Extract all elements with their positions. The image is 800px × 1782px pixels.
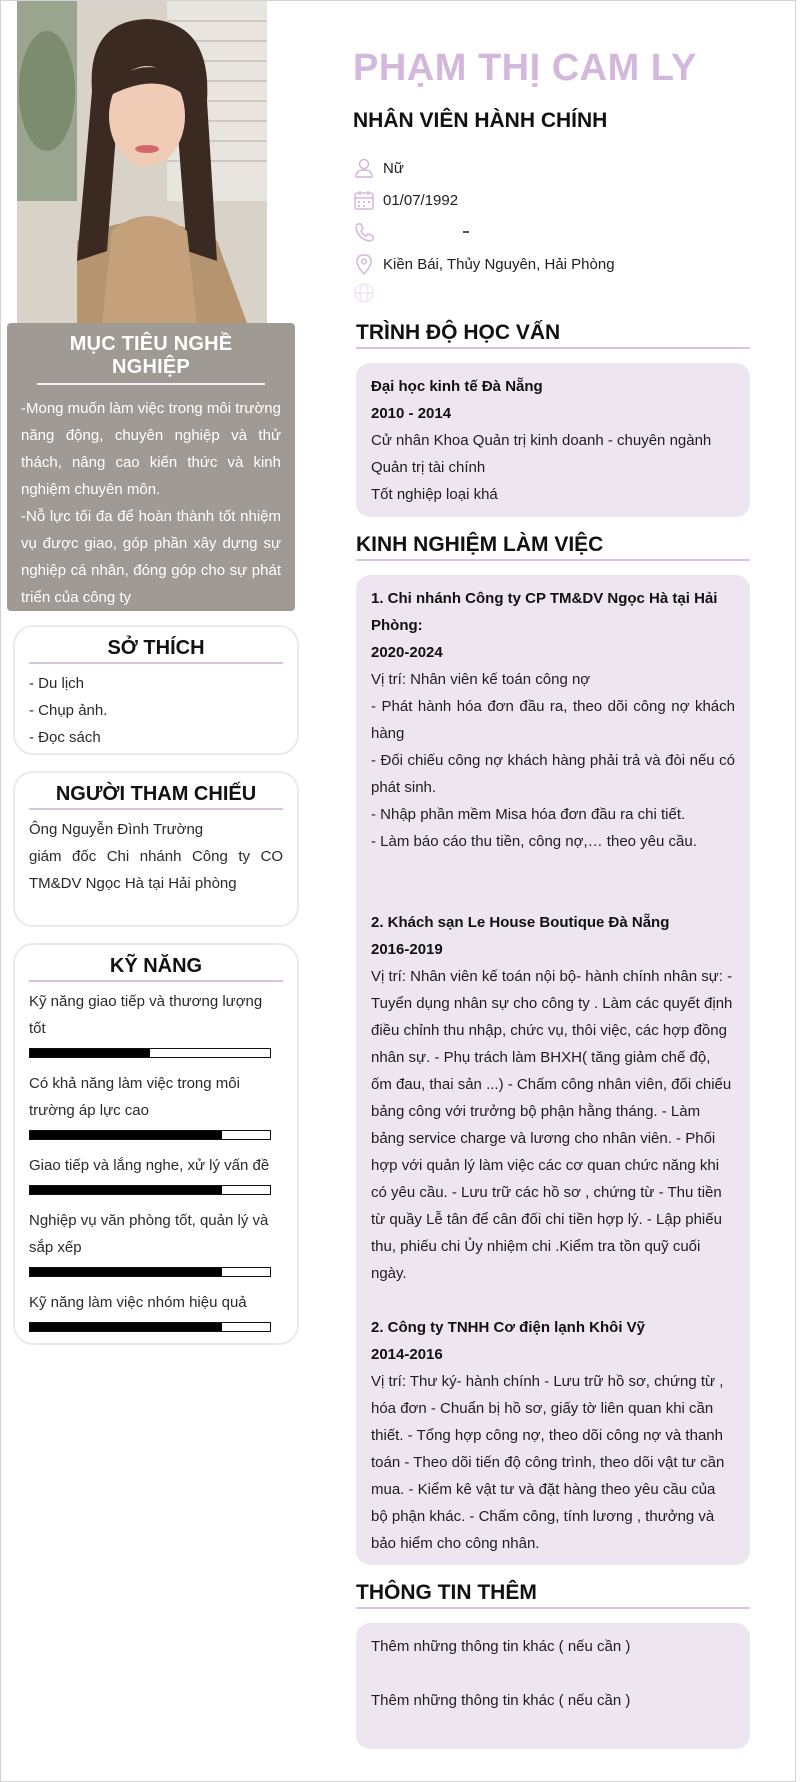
job-line: - Làm báo cáo thu tiền, công nợ,… theo yêu cầu. [371, 833, 697, 850]
reference-name: Ông Nguyễn Đình Trường [29, 821, 204, 838]
education-title: TRÌNH ĐỘ HỌC VẤN [356, 321, 750, 349]
job-description: Vị trí: Thư ký- hành chính - Lưu trữ hồ sơ, chứng từ , hóa đơn - Chuẩn bị hồ sơ, giấy tờ liên quan khi cần thiết. - Tổng hợp công nợ, theo dõi công nợ và thanh toán - Theo dõi tiến độ công trình, theo dõi vật tư cần mua. - Kiểm kê vật tư và đặt hàng theo yêu cầu của bộ phận khác. - Chấm công, tính lương , thưởng và bảo hiểm cho công nhân. [371, 1373, 725, 1552]
candidate-name: PHẠM THỊ CAM LY [353, 47, 697, 89]
education-years: 2010 - 2014 [371, 405, 452, 422]
dob-value: 01/07/1992 [383, 191, 459, 209]
globe-icon [353, 282, 375, 304]
job-years: 2020-2024 [371, 644, 443, 661]
skill-bar-fill [30, 1131, 222, 1139]
location-icon [353, 253, 375, 275]
education-degree: Cử nhân Khoa Quản trị kinh doanh - chuyên ngành Quản trị tài chính [371, 432, 712, 476]
skill-bar-fill [30, 1268, 222, 1276]
skill-label: Nghiệp vụ văn phòng tốt, quản lý và sắp xếp [29, 1212, 269, 1256]
contact-phone [353, 218, 469, 246]
skill-bar-fill [30, 1323, 222, 1331]
contact-gender [353, 154, 404, 182]
skill-bar [29, 1185, 271, 1195]
contact-website [353, 282, 383, 304]
hobby-item: - Đọc sách [29, 729, 101, 746]
experience-title: KINH NGHIỆM LÀM VIỆC [356, 533, 750, 561]
job-line: - Nhập phần mềm Misa hóa đơn đầu ra chi tiết. [371, 806, 686, 823]
skill-bar [29, 1048, 271, 1058]
education-result: Tốt nghiệp loại khá [371, 486, 498, 503]
education-panel [356, 363, 750, 517]
additional-title: THÔNG TIN THÊM [356, 1581, 750, 1609]
job-line: - Đối chiếu công nợ khách hàng phải trả và đòi nếu có phát sinh. [371, 752, 735, 796]
objective-text: -Mong muốn làm việc trong môi trường năng động, chuyên nghiệp và thử thách, nâng cao kiến thức và kinh nghiệm chuyên môn. [21, 400, 281, 498]
calendar-icon [353, 189, 375, 211]
reference-section [13, 771, 299, 927]
skill-label: Kỹ năng làm việc nhóm hiệu quả [29, 1294, 247, 1311]
contact-dob [353, 186, 458, 214]
redacted-mark [463, 231, 469, 233]
job-line: Vị trí: Nhân viên kế toán công nợ [371, 671, 591, 688]
additional-line: Thêm những thông tin khác ( nếu cần ) [371, 1692, 631, 1709]
job-description: Vị trí: Nhân viên kế toán nội bộ- hành chính nhân sự: - Tuyển dụng nhân sự cho công ty . Làm các quyết định điều chỉnh thu nhập, chức vụ, thôi việc, các hợp đồng nhân sự. - Phụ trách làm BHXH( tăng giảm chế độ, ốm đau, thai sản ...) - Chấm công nhân viên, đối chiếu bảng công với trưởng bộ phận hằng tháng. - Làm bảng service charge và lương cho nhân viên. - Phối hợp với quản lý làm việc các cơ quan chức năng khi có yêu cầu. - Lưu trữ các hồ sơ , chứng từ - Thu tiền từ quầy Lễ tân để cân đối chi tiền hợp lý. - Lập phiếu thu, phiếu chi Ủy nhiệm chi .Kiểm tra tồn quỹ cuối ngày. [371, 968, 733, 1282]
school-name: Đại học kinh tế Đà Nẵng [371, 378, 543, 395]
spacer [371, 855, 735, 909]
skill-bar [29, 1322, 271, 1332]
additional-panel [356, 1623, 750, 1749]
skills-title: KỸ NĂNG [29, 955, 283, 982]
gender-value: Nữ [383, 159, 404, 177]
job-company: 2. Công ty TNHH Cơ điện lạnh Khôi Vỹ [371, 1319, 646, 1336]
skills-section [13, 943, 299, 1345]
profile-photo [17, 1, 267, 323]
skill-label: Có khả năng làm việc trong môi trường áp lực cao [29, 1075, 240, 1119]
job-company: 2. Khách sạn Le House Boutique Đà Nẵng [371, 914, 670, 931]
job-years: 2014-2016 [371, 1346, 443, 1363]
experience-panel [356, 575, 750, 1565]
career-objective-section [7, 323, 295, 611]
skill-bar [29, 1267, 271, 1277]
candidate-job-title: NHÂN VIÊN HÀNH CHÍNH [353, 109, 608, 132]
skill-bar-fill [30, 1186, 222, 1194]
skill-bar-fill [30, 1049, 150, 1057]
hobby-item: - Du lịch [29, 675, 85, 692]
skill-label: Giao tiếp và lắng nghe, xử lý vấn đề [29, 1157, 270, 1174]
user-icon [353, 157, 375, 179]
objective-text-2: -Nỗ lực tối đa để hoàn thành tốt nhiệm vụ được giao, góp phần xây dựng sự nghiệp cá nhân, đóng góp cho sự phát triển của công ty [21, 508, 281, 606]
contact-address [353, 250, 615, 278]
spacer [371, 1660, 735, 1687]
job-company: 1. Chi nhánh Công ty CP TM&DV Ngọc Hà tại Hải Phòng: [371, 590, 718, 634]
spacer [371, 1287, 735, 1314]
reference-position: giám đốc Chi nhánh Công ty CO TM&DV Ngọc Hà tại Hải phòng [29, 848, 283, 892]
skill-label: Kỹ năng giao tiếp và thương lượng tốt [29, 993, 263, 1037]
address-value: Kiền Bái, Thủy Nguyên, Hải Phòng [383, 255, 615, 273]
skill-bar [29, 1130, 271, 1140]
additional-line: Thêm những thông tin khác ( nếu cần ) [371, 1638, 631, 1655]
hobbies-section [13, 625, 299, 755]
reference-title: NGƯỜI THAM CHIẾU [29, 783, 283, 810]
phone-icon [353, 221, 375, 243]
objective-title: MỤC TIÊU NGHỀ NGHIỆP [37, 333, 265, 385]
job-line: - Phát hành hóa đơn đầu ra, theo dõi công nợ khách hàng [371, 698, 735, 742]
job-years: 2016-2019 [371, 941, 443, 958]
hobbies-title: SỞ THÍCH [29, 637, 283, 664]
hobby-item: - Chụp ảnh. [29, 702, 108, 719]
